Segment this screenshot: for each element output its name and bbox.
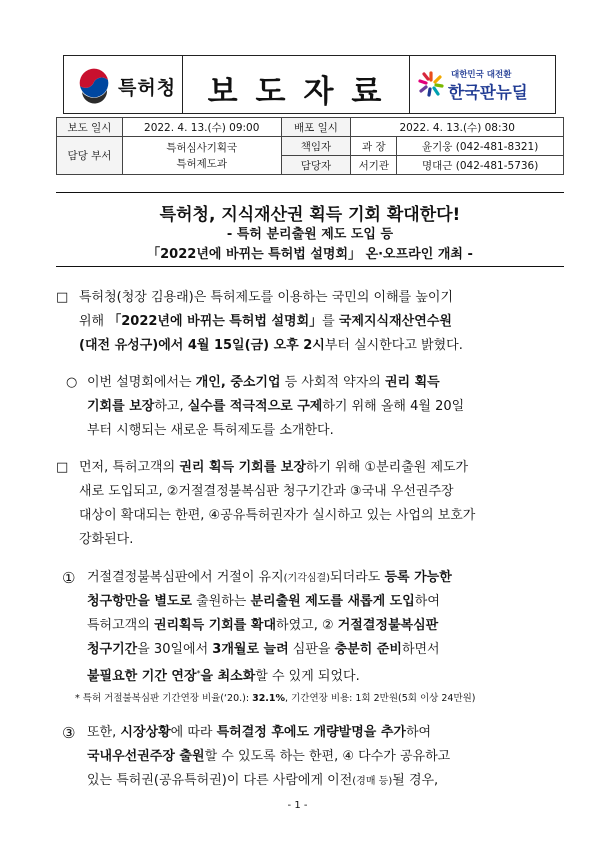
body-bold: 을 최소화 bbox=[200, 669, 256, 684]
body-text: 하고, bbox=[154, 399, 188, 414]
distribute-date-label: 배포 일시 bbox=[281, 118, 351, 137]
report-date-label: 보도 일시 bbox=[57, 118, 123, 137]
body-bold: 국제지식재산연수원 bbox=[338, 314, 452, 329]
table-row bbox=[57, 137, 564, 156]
body-bold: 개인, 중소기업 bbox=[195, 375, 281, 390]
body-text: 할 수 있도록 하는 한편, ④ 다수가 공유하고 bbox=[204, 749, 451, 764]
new-deal-logo-icon bbox=[416, 69, 446, 99]
body-text: 부터 시행되는 새로운 특허제도를 소개한다. bbox=[87, 423, 334, 438]
body-text: 출원하는 bbox=[192, 594, 251, 609]
brand-slogan: 대한민국 대전환 bbox=[451, 70, 512, 80]
body-bold: 등록 가능한 bbox=[384, 570, 452, 585]
body-text: 하기 위해 올해 4월 20일 bbox=[322, 399, 465, 414]
number-bullet: ① bbox=[62, 569, 76, 587]
body-text: 특허청(청장 김용래)은 특허제도를 이용하는 국민의 이해를 높이기 bbox=[79, 290, 454, 305]
box-bullet: □ bbox=[56, 290, 69, 305]
staff-contact: 명대근 (042-481-5736) bbox=[397, 156, 564, 175]
body-small: (경매 등) bbox=[352, 776, 393, 787]
headline-subtitle: - 특허 분리출원 제도 도입 등 bbox=[226, 227, 394, 242]
department-value bbox=[122, 137, 281, 175]
department-line: 특허제도과 bbox=[176, 157, 228, 170]
body-text: 하면서 bbox=[401, 642, 440, 657]
responsible-title: 과 장 bbox=[351, 137, 397, 156]
body-line bbox=[87, 662, 360, 689]
body-bold: (대전 유성구)에서 4월 15일(금) 오후 2시 bbox=[79, 338, 325, 353]
release-info-table bbox=[56, 117, 564, 175]
report-date-value: 2022. 4. 13.(수) 09:00 bbox=[122, 118, 281, 137]
body-text: ①분리출원 제도가 bbox=[364, 460, 469, 475]
staff-label: 담당자 bbox=[281, 156, 351, 175]
staff-title: 서기관 bbox=[351, 156, 397, 175]
body-text: 을 30일에서 bbox=[137, 642, 213, 657]
distribute-date-value: 2022. 4. 13.(수) 08:30 bbox=[351, 118, 564, 137]
body-text: 먼저, 특허고객의 bbox=[79, 460, 180, 475]
body-text: 에 따라 bbox=[170, 725, 217, 740]
body-bold: 시장상황 bbox=[120, 725, 171, 740]
document-type-title: 보도자료 bbox=[207, 74, 400, 110]
footnote bbox=[75, 692, 476, 706]
body-bold: 권리획득 기회를 확대 bbox=[153, 618, 277, 633]
body-line bbox=[79, 334, 463, 358]
body-bold: 분리출원 제도를 새롭게 도입 bbox=[250, 594, 415, 609]
headline-title: 특허청, 지식재산권 획득 기회 확대한다! bbox=[159, 205, 461, 225]
body-line bbox=[87, 638, 440, 662]
department-line: 특허심사기획국 bbox=[166, 141, 238, 154]
agency-name: 특허청 bbox=[118, 77, 177, 99]
body-text: 있는 특허권(공유특허권)이 다른 사람에게 이전 bbox=[87, 773, 353, 788]
press-header bbox=[63, 55, 556, 114]
body-text: 거절결정불복심판에서 거절이 유지 bbox=[87, 570, 284, 585]
footnote-text: , 기간연장 비용: 1회 2만원(5회 이상 24만원) bbox=[285, 693, 476, 704]
body-line bbox=[79, 528, 133, 552]
body-line bbox=[87, 745, 450, 769]
body-text: 하여 bbox=[405, 725, 432, 740]
body-bold: 청구항만을 별도로 bbox=[87, 594, 192, 609]
body-text: 될 경우, bbox=[392, 773, 439, 788]
body-bold: 청구기간 bbox=[87, 642, 138, 657]
responsible-label: 책임자 bbox=[281, 137, 351, 156]
body-text: 새로 도입되고, ②거절결정불복심판 청구기간과 ③국내 우선권주장 bbox=[79, 484, 454, 499]
body-line bbox=[79, 504, 475, 528]
body-line bbox=[87, 419, 334, 443]
body-text: 하기 위해 bbox=[305, 460, 365, 475]
body-bold: 기회를 보장 bbox=[87, 399, 155, 414]
body-text: 할 수 있게 되었다. bbox=[255, 669, 360, 684]
body-small: (기각심결) bbox=[283, 573, 331, 584]
footnote-bold: 32.1% bbox=[252, 693, 286, 704]
page-number: - 1 - bbox=[287, 800, 308, 811]
box-bullet: □ bbox=[56, 460, 69, 475]
body-text: 하여 bbox=[414, 594, 440, 609]
body-text: 위해 bbox=[79, 314, 109, 329]
body-bold: 실수를 적극적으로 구제 bbox=[187, 399, 323, 414]
footnote-mark: * bbox=[196, 669, 201, 678]
body-text: 대상이 확대되는 한편, ④공유특허권자가 실시하고 있는 사업의 보호가 bbox=[79, 508, 476, 523]
number-bullet: ③ bbox=[62, 724, 76, 742]
body-line bbox=[79, 480, 454, 504]
body-line bbox=[79, 310, 452, 334]
government-emblem-icon bbox=[74, 64, 114, 104]
body-bold: 국내우선권주장 출원 bbox=[87, 749, 205, 764]
body-bold: 권리 획득 bbox=[384, 375, 440, 390]
body-text: 강화된다. bbox=[79, 532, 134, 547]
body-bold: 충분히 준비 bbox=[334, 642, 402, 657]
body-bold: 권리 획득 기회를 보장 bbox=[179, 460, 306, 475]
body-bold: 불필요한 기간 연장 bbox=[87, 669, 197, 684]
headline-bottom-rule bbox=[56, 266, 564, 267]
body-text: 심판을 bbox=[288, 642, 335, 657]
headline-top-rule bbox=[56, 192, 564, 193]
department-label: 담당 부서 bbox=[57, 137, 123, 175]
brand-name: 한국판뉴딜 bbox=[448, 83, 528, 102]
circle-bullet: ○ bbox=[66, 375, 78, 390]
body-text: 이번 설명회에서는 bbox=[87, 375, 196, 390]
body-line bbox=[87, 395, 464, 419]
table-row bbox=[57, 118, 564, 137]
body-line bbox=[79, 456, 468, 480]
body-bold: 3개월로 늘려 bbox=[212, 642, 289, 657]
body-text: 특허고객의 bbox=[87, 618, 154, 633]
body-text: 되더라도 bbox=[330, 570, 385, 585]
body-text: 또한, bbox=[87, 725, 121, 740]
body-text: 부터 실시한다고 밝혔다. bbox=[324, 338, 463, 353]
body-line bbox=[79, 286, 453, 310]
body-bold: 거절결정불복심판 bbox=[337, 618, 439, 633]
body-line bbox=[87, 769, 438, 794]
body-text: 등 사회적 약자의 bbox=[280, 375, 385, 390]
body-bold: 특허결정 후에도 개량발명을 추가 bbox=[216, 725, 406, 740]
responsible-contact: 윤기웅 (042-481-8321) bbox=[397, 137, 564, 156]
body-bold: 「2022년에 바뀌는 특허법 설명회」 bbox=[108, 314, 323, 329]
footnote-text: * 특허 거절불복심판 기간연장 비율(‘20.): bbox=[75, 693, 253, 704]
headline-subtitle: 「2022년에 바뀌는 특허법 설명회」 온·오프라인 개최 - bbox=[147, 247, 473, 262]
body-line bbox=[87, 721, 431, 745]
body-text: 를 bbox=[322, 314, 339, 329]
body-line bbox=[87, 614, 438, 638]
body-text: 하였고, ② bbox=[276, 618, 338, 633]
body-line bbox=[87, 566, 452, 591]
body-line bbox=[87, 371, 440, 395]
body-line bbox=[87, 590, 440, 614]
